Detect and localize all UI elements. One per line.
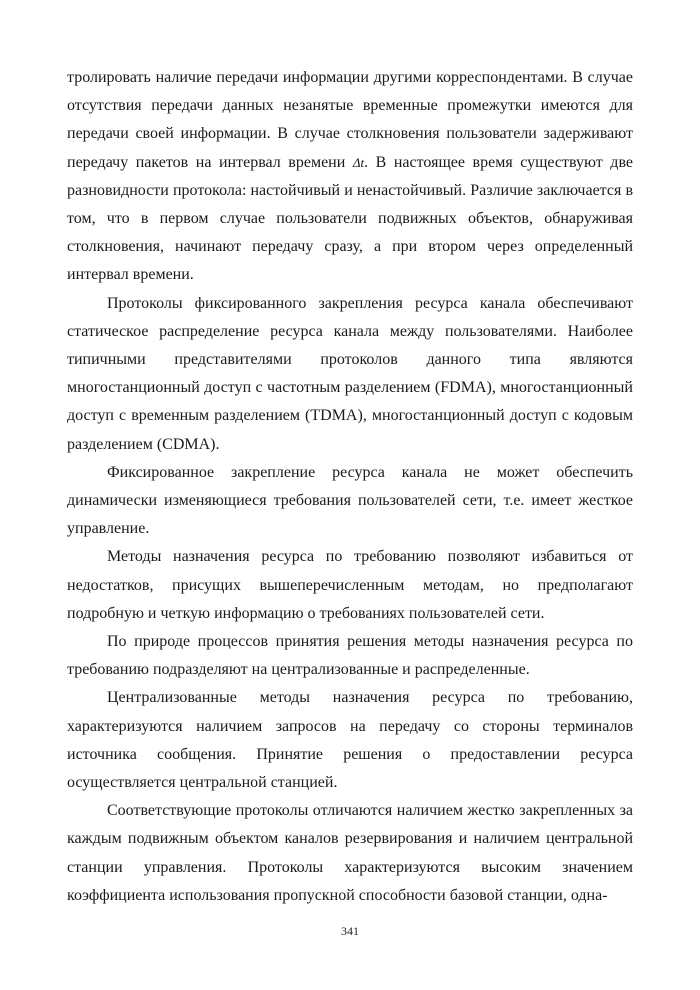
body-text — [67, 64, 633, 910]
page-number: 341 — [341, 924, 359, 938]
paragraph-demand-assignment: Методы назначения ресурса по требованию позволяют избавиться от недостатков, присущих вышеперечисленным методам, но предполагают подробную и четкую информацию о требованиях пользователей сети. — [67, 548, 633, 622]
paragraph-continuation — [67, 64, 633, 290]
math-delta-t: Δt — [352, 154, 365, 170]
paragraph-centralized-distributed: По природе процессов принятия решения методы назначения ресурса по требованию подразделяют на централизованные и распределенные. — [67, 633, 633, 679]
paragraph-rigid-control: Фиксированное закрепление ресурса канала не может обеспечить динамически изменяющиеся требования пользователей сети, т.е. имеет жесткое управление. — [67, 463, 633, 538]
paragraph-centralized-methods: Централизованные методы назначения ресурса по требованию, характеризуются наличием запросов на передачу со стороны терминалов источника сообщения. Принятие решения о предоставлении ресурса осуществляется центральной станцией. — [67, 689, 633, 792]
paragraph-text: . В настоящее время существуют две разновидности протокола: настойчивый и ненастойчивый. Различие заключается в том, что в первом случае пользователи подвижных объектов, обнаруживая столкновения, начинают передачу сразу, а при втором через определенный интервал времени. — [67, 153, 634, 284]
paragraph-fixed-allocation: Протоколы фиксированного закрепления ресурса канала обеспечивают статическое распределение ресурса канала между пользователями. Наиболее типичными представителями протоколов данного типа являются многостанционный доступ с частотным разделением (FDMA), многостанционный доступ с временным разделением (TDMA), многостанционный доступ с кодовым разделением (CDMA). — [67, 294, 633, 453]
paragraph-text: тролировать наличие передачи информации другими корреспондентами. В случае отсутствия передачи данных незанятые временные промежутки имеются для передачи своей информации. В случае столкновения пользователи задерживают передачу пакетов на интервал времени — [67, 69, 633, 171]
paragraph-protocols: Соответствующие протоколы отличаются наличием жестко закрепленных за каждым подвижным объектом каналов резервирования и наличием центральной станции управления. Протоколы характеризуются высоким значением коэффициента использования пропускной способности базовой станции, одна- — [67, 802, 633, 904]
